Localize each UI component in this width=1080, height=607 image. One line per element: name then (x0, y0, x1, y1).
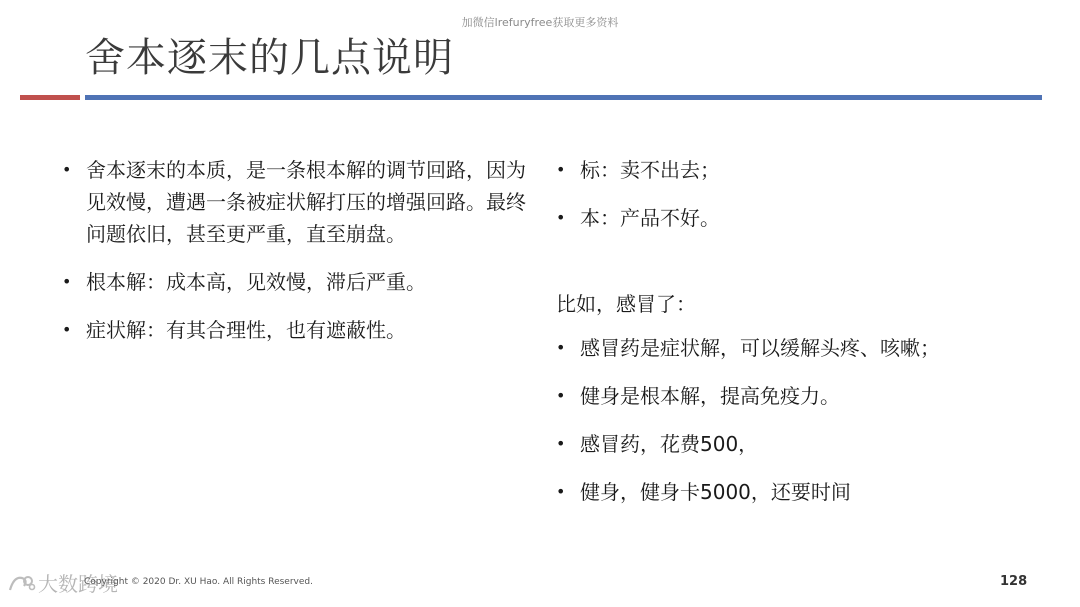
spacer (556, 250, 1056, 288)
left-column (62, 154, 532, 362)
bullet-dot: • (62, 320, 72, 339)
example-bullet-4 (556, 476, 1056, 508)
bullet-dot: • (556, 208, 566, 227)
logo-text: 大数跨境 (38, 572, 118, 596)
left-bullet-text: 舍本逐末的本质，是一条根本解的调节回路，因为见效慢，遭遇一条被症状解打压的增强回路。最终问题依旧，甚至更严重，直至崩盘。 (86, 158, 526, 246)
footer-copyright: Copyright © 2020 Dr. XU Hao. All Rights Reserved. (84, 577, 313, 587)
bullet-dot: • (556, 434, 566, 453)
title-rule-blue (85, 95, 1042, 100)
right-column (556, 154, 1056, 524)
bullet-dot: • (556, 482, 566, 501)
page-number: 128 (1000, 574, 1028, 589)
example-bullet-text: 健身是根本解，提高免疫力。 (580, 384, 840, 408)
title-rule-red (20, 95, 80, 100)
example-bullet-text: 健身，健身卡5000，还要时间 (580, 480, 851, 504)
logo-mark-icon (8, 572, 36, 594)
left-bullet-2 (62, 266, 532, 298)
bullet-dot: • (62, 160, 72, 179)
right-bullet-2 (556, 202, 1056, 234)
left-bullet-text: 根本解：成本高，见效慢，滞后严重。 (86, 270, 426, 294)
example-bullet-1 (556, 332, 1056, 364)
right-bullet-1 (556, 154, 1056, 186)
bullet-dot: • (556, 386, 566, 405)
bullet-dot: • (556, 160, 566, 179)
example-bullet-text: 感冒药，花费500， (580, 432, 759, 456)
example-bullet-3 (556, 428, 1056, 460)
bullet-dot: • (556, 338, 566, 357)
example-bullet-2 (556, 380, 1056, 412)
example-bullet-text: 感冒药是症状解，可以缓解头疼、咳嗽； (580, 336, 940, 360)
right-bullet-text: 标：卖不出去； (580, 158, 720, 182)
left-bullet-1 (62, 154, 532, 250)
example-intro: 比如，感冒了： (556, 292, 696, 316)
slide-title: 舍本逐末的几点说明 (85, 35, 454, 81)
left-bullet-text: 症状解：有其合理性，也有遮蔽性。 (86, 318, 406, 342)
top-watermark: 加微信lrefuryfree获取更多资料 (461, 16, 619, 29)
right-bullet-text: 本：产品不好。 (580, 206, 720, 230)
bullet-dot: • (62, 272, 72, 291)
left-bullet-3 (62, 314, 532, 346)
